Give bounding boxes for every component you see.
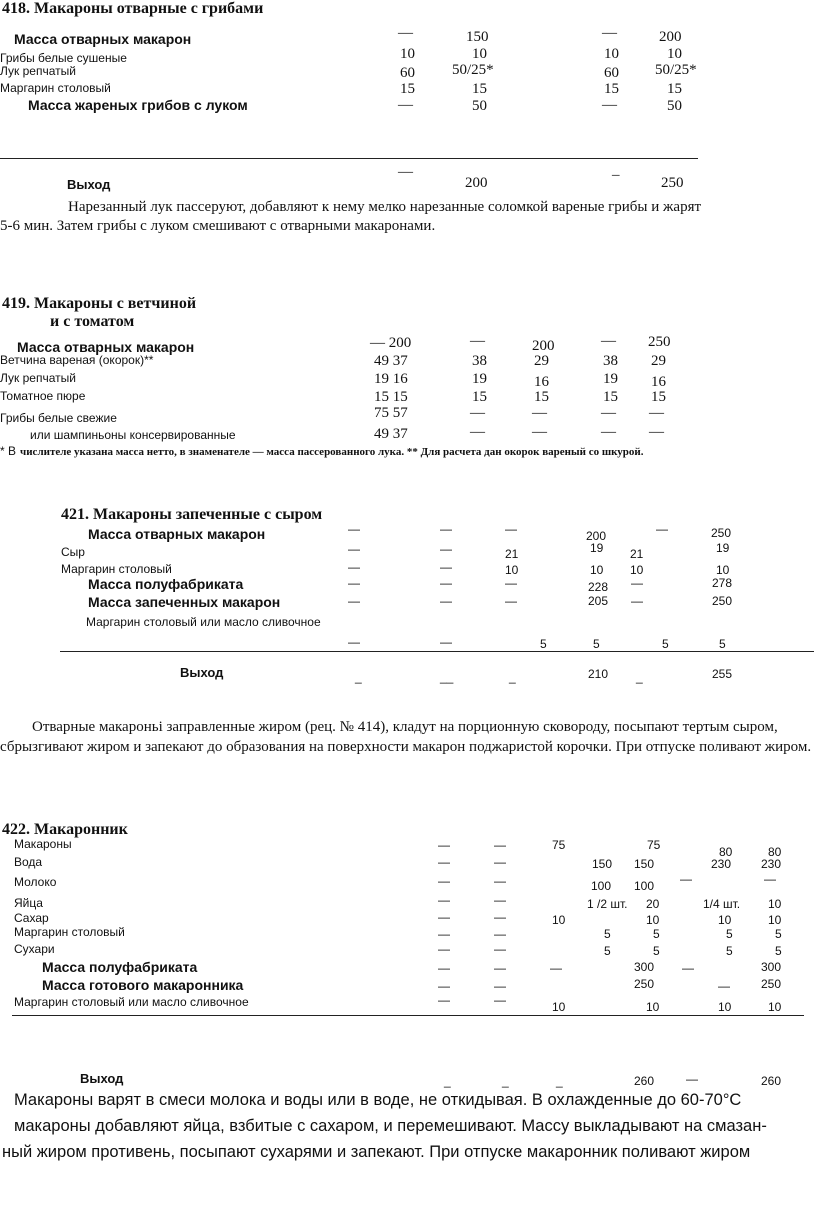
- r419-cell: 75 57: [374, 405, 408, 421]
- r419-cell: 15: [472, 389, 487, 405]
- r419-cell: —: [532, 424, 547, 440]
- r419-row-label: Томатное пюре: [0, 389, 86, 403]
- r422-row-label: Сахар: [14, 911, 49, 925]
- r421-table-rule: [60, 651, 814, 652]
- r418-cell: 60: [604, 65, 619, 81]
- r422-cell: —: [494, 855, 506, 869]
- r422-cell: —: [718, 979, 730, 993]
- r419-cell: 16: [534, 374, 549, 390]
- r419-cell: 38: [472, 353, 487, 369]
- r421-output-cell: 255: [712, 667, 733, 681]
- r419-cell: 19: [472, 371, 487, 387]
- r419-row-label: Ветчина вареная (окорок)**: [0, 353, 154, 367]
- r418-cell: 60: [400, 65, 415, 81]
- r419-cell: —: [470, 405, 485, 421]
- r422-description-line1: Макароны варят в смеси молока и воды или в воде, не откидывая. В охлажденные до 60-70°С: [14, 1091, 742, 1109]
- r418-cell: —: [398, 97, 413, 113]
- r421-cell: —: [348, 542, 360, 556]
- r422-cell: 10: [768, 913, 782, 927]
- r418-description: Нарезанный лук пассеруют, добавляют к нему мелко нарезанные соломкой вареные грибы и жарят 5-6 мин. Затем грибы с луком смешивают с отварными макаронами.: [0, 199, 702, 234]
- r422-cell: 5: [653, 927, 660, 941]
- r421-cell: 21: [505, 547, 519, 561]
- r421-cell: —: [440, 576, 452, 590]
- r422-cell: 230: [711, 857, 732, 871]
- r421-cell: 205: [588, 594, 609, 608]
- r419-row-label: Лук репчатый: [0, 371, 76, 385]
- r419-cell: 38: [603, 353, 618, 369]
- r419-row-label: Грибы белые свежие: [0, 411, 117, 425]
- r422-cell: 5: [726, 944, 733, 958]
- r419-cell: 15 15: [374, 389, 408, 405]
- r419-cell: 49 37: [374, 426, 408, 442]
- r419-cell: 15: [651, 389, 666, 405]
- r422-cell: 150: [634, 857, 655, 871]
- r422-cell: —: [494, 893, 506, 907]
- r421-cell: —: [440, 542, 452, 556]
- r419-row-label: или шампиньоны консервированные: [30, 428, 236, 442]
- r421-cell: —: [631, 576, 643, 590]
- r422-cell: 250: [634, 977, 655, 991]
- r421-output-label: Выход: [180, 665, 224, 680]
- r421-cell: 5: [662, 637, 669, 651]
- r418-cell: 15: [400, 81, 415, 97]
- r418-cell: —: [602, 25, 617, 41]
- r418-row-label: Масса жареных грибов с луком: [28, 97, 248, 113]
- r418-cell: 15: [667, 81, 682, 97]
- r421-cell: —: [505, 522, 517, 536]
- r422-cell: 10: [718, 913, 732, 927]
- r422-cell: —: [438, 927, 450, 941]
- r418-row-label: Грибы белые сушеные: [0, 51, 127, 65]
- r422-cell: —: [494, 961, 506, 975]
- r418-cell: 50/25*: [655, 62, 697, 78]
- r422-cell: —: [438, 838, 450, 852]
- r421-cell: 200: [586, 529, 607, 543]
- r422-output-cell: 260: [761, 1074, 782, 1088]
- r422-description-line3: ный жиром противень, посыпают сухарями и запекают. При отпуске макаронник поливают жиром: [2, 1143, 751, 1161]
- r421-cell: 250: [712, 594, 733, 608]
- r418-cell: 50/25*: [452, 62, 494, 78]
- r421-cell: 10: [590, 563, 604, 577]
- r422-cell: 75: [552, 838, 566, 852]
- r421-cell: —: [348, 594, 360, 608]
- r421-cell: —: [348, 635, 360, 649]
- r421-cell: —: [440, 635, 452, 649]
- r422-cell: 10: [646, 1000, 660, 1014]
- r418-output-label: Выход: [67, 177, 111, 192]
- r422-cell: 80: [768, 845, 782, 859]
- r418-cell: —: [398, 25, 413, 41]
- r422-row-label: Сухари: [14, 942, 55, 956]
- recipe-419-title: 419. Макароны с ветчиной: [2, 295, 197, 312]
- r419-cell: 15: [603, 389, 618, 405]
- r422-row-label: Масса полуфабриката: [42, 959, 198, 975]
- r422-cell: 100: [591, 879, 612, 893]
- r421-cell: —: [348, 560, 360, 574]
- r422-row-label: Маргарин столовый или масло сливочное: [14, 995, 249, 1009]
- r422-cell: 5: [604, 927, 611, 941]
- r418-cell: 15: [604, 81, 619, 97]
- r418-cell: 10: [667, 46, 682, 62]
- r419-cell: 15: [534, 389, 549, 405]
- r419-cell: 19: [603, 371, 618, 387]
- r422-cell: 250: [761, 977, 782, 991]
- r422-cell: 300: [761, 960, 782, 974]
- r421-cell: 19: [590, 541, 604, 555]
- r422-cell: —: [438, 893, 450, 907]
- r421-row-label: Сыр: [61, 545, 85, 559]
- r419-cell: —: [649, 405, 664, 421]
- r421-cell: 19: [716, 541, 730, 555]
- r419-cell: —: [649, 424, 664, 440]
- r418-cell: 50: [472, 98, 487, 114]
- r422-row-label: Масса готового макаронника: [42, 977, 244, 993]
- r422-row-label: Вода: [14, 855, 43, 869]
- r419-cell: 16: [651, 374, 666, 390]
- r418-cell: 200: [659, 29, 682, 45]
- r418-output-cell: _: [612, 162, 620, 178]
- r422-cell: 5: [653, 944, 660, 958]
- r418-cell: 15: [472, 81, 487, 97]
- r421-row-label: Маргарин столовый: [61, 562, 172, 576]
- r422-cell: 10: [768, 1000, 782, 1014]
- r418-cell: 150: [466, 29, 489, 45]
- r422-cell: —: [494, 910, 506, 924]
- r422-cell: 230: [761, 857, 782, 871]
- r418-cell: 10: [604, 46, 619, 62]
- r421-cell: 250: [711, 526, 732, 540]
- r421-cell: 10: [505, 563, 519, 577]
- r422-cell: 10: [552, 1000, 566, 1014]
- recipe-419-subtitle: и с томатом: [50, 313, 135, 330]
- r421-cell: —: [348, 576, 360, 590]
- r419-cell: —: [470, 333, 485, 349]
- r419-cell: —: [601, 424, 616, 440]
- r422-output-cell: —: [686, 1072, 698, 1086]
- r418-table-rule: [0, 158, 698, 159]
- r422-cell: 100: [634, 879, 655, 893]
- r418-cell: 10: [400, 46, 415, 62]
- r421-row-label: Масса полуфабриката: [88, 576, 244, 592]
- r422-cell: —: [764, 872, 776, 886]
- r419-cell: 200: [532, 338, 555, 354]
- r419-cell: —: [470, 424, 485, 440]
- r422-cell: —: [438, 993, 450, 1007]
- recipe-421-title: 421. Макароны запеченные с сыром: [61, 506, 323, 523]
- r418-row-label: Лук репчатый: [0, 64, 76, 78]
- r422-cell: 150: [592, 857, 613, 871]
- r422-cell: —: [494, 838, 506, 852]
- r422-row-label: Яйца: [14, 896, 43, 910]
- r422-output-cell: _: [556, 1074, 563, 1088]
- r421-cell: 228: [588, 580, 609, 594]
- r419-cell: 29: [534, 353, 549, 369]
- r422-cell: 10: [718, 1000, 732, 1014]
- r419-cell: —: [532, 405, 547, 421]
- r419-footnote-prefix: * В: [0, 444, 17, 458]
- r422-cell: —: [438, 961, 450, 975]
- r419-cell: 29: [651, 353, 666, 369]
- r418-output-cell: —: [398, 164, 413, 180]
- r422-cell: —: [682, 961, 694, 975]
- r422-cell: —: [438, 942, 450, 956]
- r422-description-line2: макароны добавляют яйца, взбитые с сахаром, и перемешивают. Массу выкладывают на смазан-: [14, 1117, 767, 1135]
- r422-cell: 1 /2 шт.: [587, 897, 628, 911]
- r422-cell: —: [494, 979, 506, 993]
- r421-cell: —: [440, 560, 452, 574]
- r419-cell: — 200: [370, 335, 412, 351]
- r422-output-cell: _: [444, 1074, 451, 1088]
- r422-cell: —: [438, 855, 450, 869]
- r421-row-label: Масса запеченных макарон: [88, 594, 281, 610]
- r422-cell: —: [494, 993, 506, 1007]
- r418-cell: —: [602, 97, 617, 113]
- r419-row-label: Масса отварных макарон: [17, 339, 195, 355]
- r422-cell: 10: [552, 913, 566, 927]
- r422-cell: 5: [775, 927, 782, 941]
- r422-cell: —: [680, 872, 692, 886]
- r422-cell: 80: [719, 845, 733, 859]
- r421-cell: 5: [540, 637, 547, 651]
- r422-cell: —: [494, 874, 506, 888]
- r421-cell: —: [505, 594, 517, 608]
- r419-cell: 49 37: [374, 353, 408, 369]
- r422-cell: 300: [634, 960, 655, 974]
- r422-cell: —: [438, 910, 450, 924]
- r422-output-cell: 260: [634, 1074, 655, 1088]
- r419-footnote-text: числителе указана масса нетто, в знаменателе — масса пассерованного лука. ** Для расчета дан окорок вареный со шкурой.: [20, 446, 644, 458]
- r419-cell: 250: [648, 334, 671, 350]
- r421-row-label: Масса отварных макарон: [88, 526, 266, 542]
- r422-output-cell: _: [502, 1074, 509, 1088]
- r422-cell: 75: [647, 838, 661, 852]
- recipe-422-title: 422. Макаронник: [2, 821, 128, 838]
- r418-output-cell: 200: [465, 175, 488, 191]
- r421-cell: —: [631, 594, 643, 608]
- r418-row-label: Масса отварных макарон: [14, 31, 192, 47]
- r421-cell: —: [440, 522, 452, 536]
- r419-cell: —: [601, 333, 616, 349]
- r422-cell: —: [438, 874, 450, 888]
- r422-cell: —: [494, 927, 506, 941]
- r421-cell: 10: [716, 563, 730, 577]
- r421-cell: —: [656, 522, 668, 536]
- r422-row-label: Молоко: [14, 875, 57, 889]
- r422-cell: 1/4 шт.: [703, 897, 741, 911]
- r421-output-cell: _: [509, 670, 516, 684]
- r422-row-label: Макароны: [14, 837, 72, 851]
- r422-cell: —: [438, 979, 450, 993]
- r419-footnote: [0, 442, 644, 460]
- r422-cell: 5: [775, 944, 782, 958]
- r422-row-label: Маргарин столовый: [14, 925, 125, 939]
- r422-cell: —: [550, 961, 562, 975]
- r421-cell: 5: [719, 637, 726, 651]
- r418-row-label: Маргарин столовый: [0, 81, 111, 95]
- r421-cell: 10: [630, 563, 644, 577]
- r421-output-cell: _: [636, 670, 643, 684]
- r422-cell: —: [494, 942, 506, 956]
- r421-cell: —: [440, 594, 452, 608]
- r421-output-cell: 210: [588, 667, 609, 681]
- r421-description: Отварные макароньі заправленные жиром (рец. № 414), кладут на порционную сковороду, посыпают тертым сыром, сбрызгивают жиром и запекают до образования на поверхности макарон поджаристой корочки. При отпуске поливают жиром.: [0, 719, 812, 755]
- r422-output-label: Выход: [80, 1071, 124, 1086]
- r422-cell: 20: [646, 897, 660, 911]
- r421-output-cell: __: [440, 670, 454, 684]
- r422-cell: 10: [768, 897, 782, 911]
- r422-cell: 5: [726, 927, 733, 941]
- r421-cell: 5: [593, 637, 600, 651]
- recipe-418-title: 418. Макароны отварные с грибами: [2, 0, 264, 17]
- r422-cell: 5: [604, 944, 611, 958]
- r419-cell: 19 16: [374, 371, 408, 387]
- r418-cell: 10: [472, 46, 487, 62]
- r422-cell: 10: [646, 913, 660, 927]
- r418-cell: 50: [667, 98, 682, 114]
- r419-cell: —: [601, 405, 616, 421]
- r421-row-label: Маргарин столовый или масло сливочное: [86, 615, 321, 629]
- r418-output-cell: 250: [661, 175, 684, 191]
- r421-cell: 278: [712, 576, 733, 590]
- r422-table-rule: [12, 1015, 804, 1016]
- r421-cell: —: [505, 576, 517, 590]
- r421-cell: 21: [630, 547, 644, 561]
- r421-cell: —: [348, 522, 360, 536]
- r421-output-cell: _: [355, 670, 362, 684]
